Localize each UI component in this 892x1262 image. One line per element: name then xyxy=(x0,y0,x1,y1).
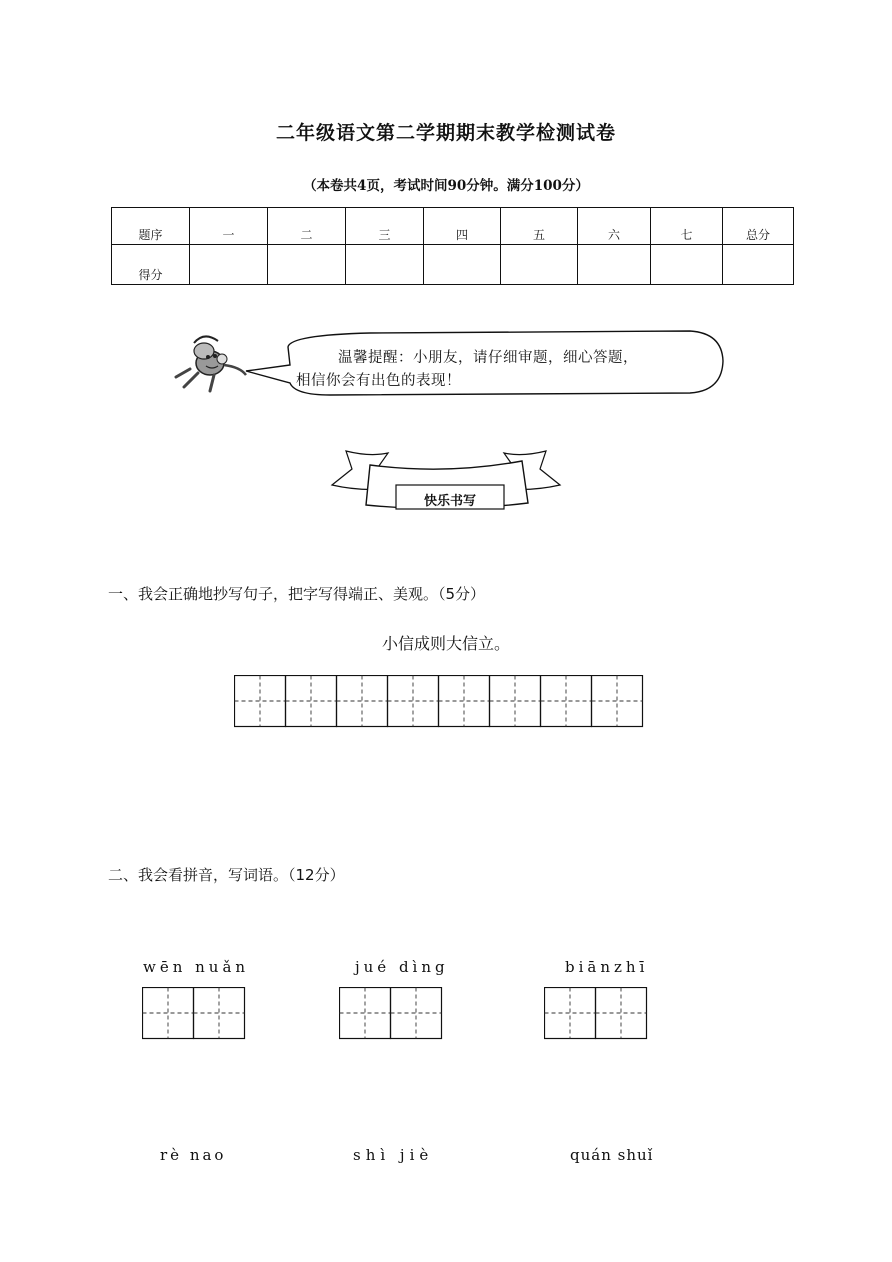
score-cell: 六 xyxy=(578,208,651,245)
section-2-heading: 二、我会看拼音，写词语。（12分） xyxy=(108,866,345,884)
score-input-cell[interactable] xyxy=(578,245,651,285)
writing-grid-section-1[interactable] xyxy=(234,675,645,728)
pinyin-word: wēn nuǎn xyxy=(143,958,250,976)
score-input-cell[interactable] xyxy=(190,245,268,285)
score-cell: 四 xyxy=(424,208,501,245)
pinyin-word: biānzhī xyxy=(565,958,649,976)
score-cell: 一 xyxy=(190,208,268,245)
page-title: 二年级语文第二学期期末教学检测试卷 xyxy=(275,122,616,144)
score-input-cell[interactable] xyxy=(651,245,723,285)
score-cell: 七 xyxy=(651,208,723,245)
score-input-cell[interactable] xyxy=(501,245,578,285)
score-cell: 总分 xyxy=(723,208,794,245)
score-input-cell[interactable] xyxy=(424,245,501,285)
exam-info: （本卷共4页，考试时间90分钟。满分100分） xyxy=(303,178,589,194)
score-cell: 三 xyxy=(346,208,424,245)
score-cell: 五 xyxy=(501,208,578,245)
score-table xyxy=(111,207,794,285)
pinyin-word: jué dìng xyxy=(355,958,449,976)
writing-grid-word[interactable] xyxy=(339,987,443,1040)
score-input-cell[interactable] xyxy=(723,245,794,285)
reminder-line-2: 相信你会有出色的表现！ xyxy=(296,373,461,389)
score-cell: 二 xyxy=(268,208,346,245)
reminder-line-1: 温馨提醒：小朋友，请仔细审题，细心答题， xyxy=(338,350,638,366)
copy-sentence: 小信成则大信立。 xyxy=(381,634,510,653)
score-input-cell[interactable] xyxy=(268,245,346,285)
score-input-cell[interactable] xyxy=(346,245,424,285)
monkey-mascot-icon xyxy=(176,336,246,391)
writing-grid-word[interactable] xyxy=(142,987,246,1040)
pinyin-word: quán shuǐ xyxy=(570,1146,654,1164)
score-table-header-row xyxy=(112,208,794,245)
score-cell: 题序 xyxy=(112,208,190,245)
pinyin-word: rè nao xyxy=(160,1146,227,1164)
writing-grid-word[interactable] xyxy=(544,987,648,1040)
banner-label: 快乐书写 xyxy=(423,494,476,509)
pinyin-word: shì jiè xyxy=(353,1146,434,1164)
score-table-score-row xyxy=(112,245,794,285)
section-1-heading: 一、我会正确地抄写句子，把字写得端正、美观。（5分） xyxy=(108,585,486,603)
score-row-label: 得分 xyxy=(112,245,190,285)
